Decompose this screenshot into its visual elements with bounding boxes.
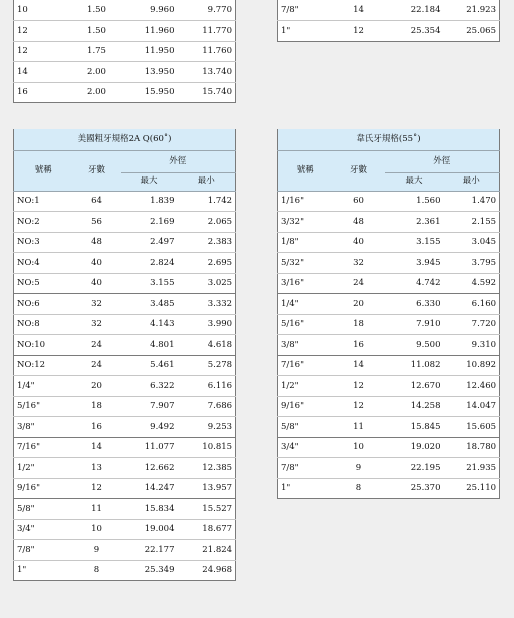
cell-min: 12.460 xyxy=(444,376,500,397)
cell-tpi: 24 xyxy=(73,335,121,356)
cell-tpi: 40 xyxy=(73,273,121,294)
cell-number: 1" xyxy=(14,560,73,581)
cell-max: 15.834 xyxy=(121,499,178,520)
cell-min: 2.065 xyxy=(178,212,236,233)
cell-number: 1/2" xyxy=(14,458,73,479)
col-header-min: 最小 xyxy=(178,172,236,191)
cell-number: 3/16" xyxy=(278,273,333,294)
cell-tpi: 14 xyxy=(333,0,385,21)
cell-max: 3.945 xyxy=(385,253,444,274)
cell-min: 15.740 xyxy=(178,82,236,103)
cell-tpi: 12 xyxy=(333,21,385,42)
cell-max: 12.662 xyxy=(121,458,178,479)
table-row xyxy=(14,355,236,376)
cell-tpi: 1.50 xyxy=(73,0,121,21)
cell-tpi: 18 xyxy=(73,396,121,417)
cell-tpi: 2.00 xyxy=(73,82,121,103)
cell-tpi: 20 xyxy=(333,294,385,315)
table-row xyxy=(14,560,236,581)
cell-tpi: 8 xyxy=(73,560,121,581)
cell-number: 5/16" xyxy=(278,314,333,335)
whitworth-table-body xyxy=(278,191,500,499)
cell-min: 9.253 xyxy=(178,417,236,438)
cell-tpi: 13 xyxy=(73,458,121,479)
cell-max: 11.960 xyxy=(121,21,178,42)
table-row xyxy=(278,294,500,315)
table-row xyxy=(14,335,236,356)
col-header-tpi: 牙數 xyxy=(73,150,121,191)
cell-number: 5/16" xyxy=(14,396,73,417)
cell-number: 9/16" xyxy=(278,396,333,417)
table-row xyxy=(14,437,236,458)
table-row xyxy=(278,376,500,397)
cell-number: 7/8" xyxy=(14,540,73,561)
cell-max: 11.077 xyxy=(121,437,178,458)
cell-max: 5.461 xyxy=(121,355,178,376)
cell-min: 1.470 xyxy=(444,191,500,212)
cell-number: 1/2" xyxy=(278,376,333,397)
cell-number: 3/8" xyxy=(278,335,333,356)
cell-min: 10.892 xyxy=(444,355,500,376)
cell-tpi: 11 xyxy=(333,417,385,438)
cell-number: 3/32" xyxy=(278,212,333,233)
cell-max: 7.907 xyxy=(121,396,178,417)
cell-max: 13.950 xyxy=(121,62,178,83)
cell-tpi: 9 xyxy=(333,458,385,479)
cell-tpi: 10 xyxy=(333,437,385,458)
col-header-tpi: 牙數 xyxy=(333,150,385,191)
cell-min: 18.677 xyxy=(178,519,236,540)
cell-number: 7/8" xyxy=(278,0,333,21)
cell-min: 25.110 xyxy=(444,478,500,499)
cell-tpi: 24 xyxy=(333,273,385,294)
cell-min: 21.923 xyxy=(444,0,500,21)
cell-tpi: 14 xyxy=(73,437,121,458)
cell-tpi: 18 xyxy=(333,314,385,335)
cell-max: 14.258 xyxy=(385,396,444,417)
cell-number: 5/8" xyxy=(278,417,333,438)
cell-min: 21.824 xyxy=(178,540,236,561)
cell-tpi: 40 xyxy=(333,232,385,253)
cell-number: NO:4 xyxy=(14,253,73,274)
cell-max: 3.155 xyxy=(121,273,178,294)
cell-max: 25.354 xyxy=(385,21,444,42)
cell-number: 7/16" xyxy=(14,437,73,458)
cell-number: 1" xyxy=(278,478,333,499)
table-row xyxy=(278,355,500,376)
cell-min: 6.116 xyxy=(178,376,236,397)
cell-min: 3.045 xyxy=(444,232,500,253)
cell-tpi: 32 xyxy=(73,294,121,315)
cell-number: 16 xyxy=(14,82,73,103)
cell-tpi: 12 xyxy=(73,478,121,499)
col-header-max: 最大 xyxy=(121,172,178,191)
table-row xyxy=(278,232,500,253)
cell-number: 1/4" xyxy=(14,376,73,397)
cell-number: 1" xyxy=(278,21,333,42)
cell-min: 9.310 xyxy=(444,335,500,356)
cell-number: NO:5 xyxy=(14,273,73,294)
cell-min: 15.605 xyxy=(444,417,500,438)
cell-number: NO:8 xyxy=(14,314,73,335)
cell-max: 22.177 xyxy=(121,540,178,561)
table-row xyxy=(14,253,236,274)
cell-max: 3.485 xyxy=(121,294,178,315)
cell-max: 2.824 xyxy=(121,253,178,274)
cell-number: 7/16" xyxy=(278,355,333,376)
cell-tpi: 60 xyxy=(333,191,385,212)
cell-tpi: 40 xyxy=(73,253,121,274)
cell-number: 3/4" xyxy=(278,437,333,458)
cell-min: 7.720 xyxy=(444,314,500,335)
cell-min: 7.686 xyxy=(178,396,236,417)
whitworth-partial-body xyxy=(278,0,500,41)
cell-min: 18.780 xyxy=(444,437,500,458)
cell-max: 15.845 xyxy=(385,417,444,438)
table-row xyxy=(278,253,500,274)
table-row xyxy=(278,314,500,335)
table-row xyxy=(14,232,236,253)
cell-min: 13.957 xyxy=(178,478,236,499)
cell-max: 25.370 xyxy=(385,478,444,499)
cell-tpi: 10 xyxy=(73,519,121,540)
table-row xyxy=(14,191,236,212)
cell-number: NO:1 xyxy=(14,191,73,212)
cell-min: 2.383 xyxy=(178,232,236,253)
cell-max: 19.004 xyxy=(121,519,178,540)
cell-max: 4.801 xyxy=(121,335,178,356)
col-header-outer-diameter: 外徑 xyxy=(385,150,500,172)
cell-number: NO:3 xyxy=(14,232,73,253)
cell-tpi: 48 xyxy=(73,232,121,253)
cell-max: 4.742 xyxy=(385,273,444,294)
cell-tpi: 16 xyxy=(333,335,385,356)
table-row xyxy=(14,0,236,21)
cell-max: 6.330 xyxy=(385,294,444,315)
cell-min: 24.968 xyxy=(178,560,236,581)
cell-number: 1/8" xyxy=(278,232,333,253)
cell-min: 3.332 xyxy=(178,294,236,315)
metric-table-partial xyxy=(13,0,236,103)
cell-max: 9.492 xyxy=(121,417,178,438)
cell-min: 10.815 xyxy=(178,437,236,458)
cell-min: 3.990 xyxy=(178,314,236,335)
cell-tpi: 64 xyxy=(73,191,121,212)
cell-max: 14.247 xyxy=(121,478,178,499)
cell-number: 7/8" xyxy=(278,458,333,479)
cell-tpi: 8 xyxy=(333,478,385,499)
cell-max: 2.169 xyxy=(121,212,178,233)
us-table-body xyxy=(14,191,236,581)
us-table-title: 美國粗牙規格2A Q(60˚) xyxy=(14,129,236,150)
cell-number: NO:10 xyxy=(14,335,73,356)
cell-number: 9/16" xyxy=(14,478,73,499)
cell-min: 2.695 xyxy=(178,253,236,274)
whitworth-thread-table xyxy=(277,129,500,499)
cell-tpi: 56 xyxy=(73,212,121,233)
metric-table-body xyxy=(14,0,236,103)
cell-min: 4.618 xyxy=(178,335,236,356)
table-row xyxy=(14,478,236,499)
cell-max: 9.500 xyxy=(385,335,444,356)
table-row xyxy=(14,212,236,233)
cell-number: 3/8" xyxy=(14,417,73,438)
cell-tpi: 1.75 xyxy=(73,41,121,62)
cell-tpi: 12 xyxy=(333,376,385,397)
cell-max: 11.082 xyxy=(385,355,444,376)
table-row xyxy=(278,21,500,42)
cell-max: 22.195 xyxy=(385,458,444,479)
cell-min: 11.770 xyxy=(178,21,236,42)
table-row xyxy=(278,417,500,438)
us-coarse-thread-table xyxy=(13,129,236,581)
table-row xyxy=(14,417,236,438)
cell-min: 14.047 xyxy=(444,396,500,417)
table-row xyxy=(278,437,500,458)
cell-max: 11.950 xyxy=(121,41,178,62)
table-row xyxy=(278,191,500,212)
whitworth-table-title: 韋氏牙規格(55˚) xyxy=(278,129,500,150)
table-row xyxy=(14,294,236,315)
cell-min: 4.592 xyxy=(444,273,500,294)
cell-max: 25.349 xyxy=(121,560,178,581)
cell-tpi: 2.00 xyxy=(73,62,121,83)
col-header-min: 最小 xyxy=(444,172,500,191)
cell-number: 1/4" xyxy=(278,294,333,315)
cell-tpi: 9 xyxy=(73,540,121,561)
cell-number: 5/8" xyxy=(14,499,73,520)
whitworth-table-partial xyxy=(277,0,500,42)
table-row xyxy=(14,519,236,540)
cell-min: 13.740 xyxy=(178,62,236,83)
cell-tpi: 20 xyxy=(73,376,121,397)
table-row xyxy=(278,335,500,356)
table-row xyxy=(278,0,500,21)
table-row xyxy=(14,314,236,335)
cell-tpi: 48 xyxy=(333,212,385,233)
cell-number: 10 xyxy=(14,0,73,21)
cell-min: 5.278 xyxy=(178,355,236,376)
table-row xyxy=(14,62,236,83)
cell-tpi: 16 xyxy=(73,417,121,438)
cell-number: 14 xyxy=(14,62,73,83)
cell-min: 2.155 xyxy=(444,212,500,233)
cell-number: NO:12 xyxy=(14,355,73,376)
cell-tpi: 32 xyxy=(73,314,121,335)
cell-max: 2.361 xyxy=(385,212,444,233)
table-row xyxy=(278,212,500,233)
cell-min: 15.527 xyxy=(178,499,236,520)
cell-max: 19.020 xyxy=(385,437,444,458)
cell-tpi: 11 xyxy=(73,499,121,520)
cell-tpi: 32 xyxy=(333,253,385,274)
table-row xyxy=(14,396,236,417)
cell-number: 3/4" xyxy=(14,519,73,540)
cell-min: 11.760 xyxy=(178,41,236,62)
cell-number: NO:2 xyxy=(14,212,73,233)
table-row xyxy=(14,273,236,294)
cell-min: 1.742 xyxy=(178,191,236,212)
cell-max: 3.155 xyxy=(385,232,444,253)
cell-number: 12 xyxy=(14,41,73,62)
cell-min: 21.935 xyxy=(444,458,500,479)
cell-tpi: 14 xyxy=(333,355,385,376)
table-row xyxy=(14,41,236,62)
table-row xyxy=(278,273,500,294)
table-row xyxy=(14,21,236,42)
table-row xyxy=(14,82,236,103)
cell-max: 9.960 xyxy=(121,0,178,21)
cell-max: 7.910 xyxy=(385,314,444,335)
col-header-number: 號稱 xyxy=(278,150,333,191)
table-row xyxy=(14,540,236,561)
cell-max: 2.497 xyxy=(121,232,178,253)
cell-min: 12.385 xyxy=(178,458,236,479)
cell-max: 1.839 xyxy=(121,191,178,212)
cell-number: 5/32" xyxy=(278,253,333,274)
cell-number: NO:6 xyxy=(14,294,73,315)
table-row xyxy=(278,478,500,499)
cell-min: 6.160 xyxy=(444,294,500,315)
col-header-max: 最大 xyxy=(385,172,444,191)
table-row xyxy=(14,458,236,479)
cell-max: 1.560 xyxy=(385,191,444,212)
cell-max: 12.670 xyxy=(385,376,444,397)
table-row xyxy=(14,499,236,520)
cell-tpi: 12 xyxy=(333,396,385,417)
table-row xyxy=(278,458,500,479)
col-header-outer-diameter: 外徑 xyxy=(121,150,236,172)
cell-min: 3.795 xyxy=(444,253,500,274)
cell-tpi: 24 xyxy=(73,355,121,376)
cell-number: 1/16" xyxy=(278,191,333,212)
cell-max: 6.322 xyxy=(121,376,178,397)
cell-number: 12 xyxy=(14,21,73,42)
cell-max: 4.143 xyxy=(121,314,178,335)
cell-min: 9.770 xyxy=(178,0,236,21)
col-header-number: 號稱 xyxy=(14,150,73,191)
cell-tpi: 1.50 xyxy=(73,21,121,42)
cell-max: 22.184 xyxy=(385,0,444,21)
cell-min: 25.065 xyxy=(444,21,500,42)
table-row xyxy=(14,376,236,397)
table-row xyxy=(278,396,500,417)
cell-max: 15.950 xyxy=(121,82,178,103)
cell-min: 3.025 xyxy=(178,273,236,294)
